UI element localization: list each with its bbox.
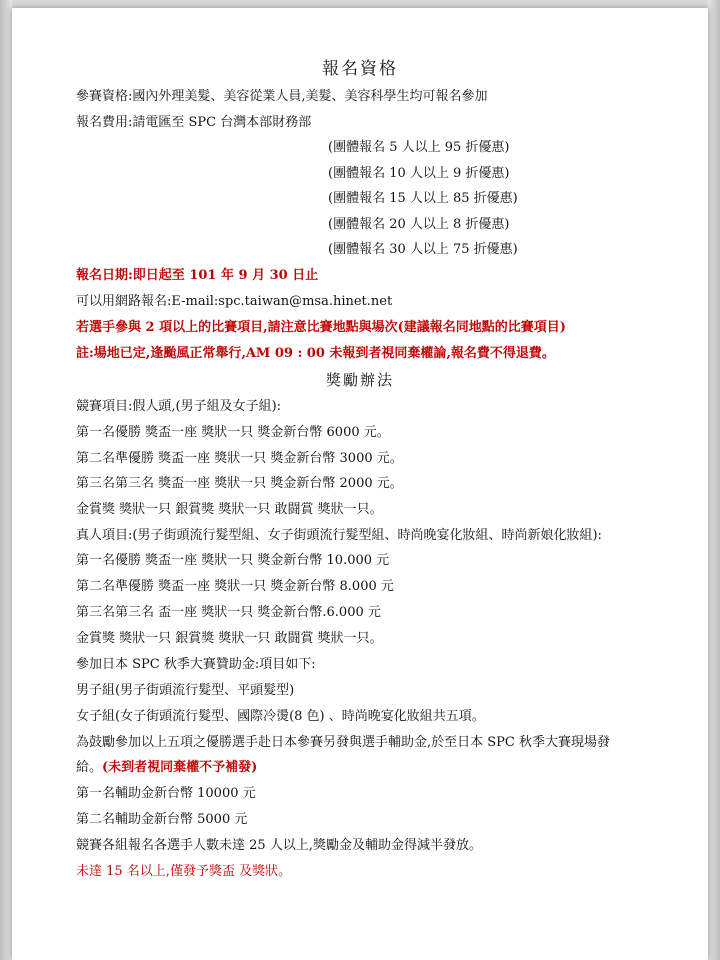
- online-registration-line: 可以用網路報名:E-mail:spc.taiwan@msa.hinet.net: [76, 294, 393, 309]
- deadline-line: 報名日期:即日起至 101 年 9 月 30 日止: [76, 268, 319, 283]
- subsidy-second-line: 第二名輔助金新台幣 5000 元: [76, 812, 248, 827]
- page-shadow-right: [708, 0, 720, 960]
- live-award-line: 第三名第三名 盃一座 獎狀一只 獎金新台幣.6.000 元: [76, 605, 381, 620]
- under-15-line: 未達 15 名以上,僅發予獎盃 及獎狀。: [76, 864, 292, 879]
- japan-encourage-line: 為鼓勵參加以上五項之優勝選手赴日本參賽另發與選手輔助金,於至日本 SPC 秋季大賽現場發: [76, 735, 610, 750]
- discount-line: (團體報名 15 人以上 85 折優惠): [328, 191, 518, 206]
- fee-line: 報名費用:請電匯至 SPC 台灣本部財務部: [76, 115, 312, 130]
- live-award-line: 金賞獎 獎狀一只 銀賞獎 獎狀一只 敢闘賞 獎狀一只。: [76, 631, 383, 646]
- mannequin-award-line: 第三名第三名 獎盃一座 獎狀一只 獎金新台幣 2000 元。: [76, 476, 403, 491]
- subsidy-first-line: 第一名輔助金新台幣 10000 元: [76, 786, 256, 801]
- live-award-line: 第二名準優勝 獎盃一座 獎狀一只 獎金新台幣 8.000 元: [76, 579, 394, 594]
- page-title: 報名資格: [322, 59, 398, 79]
- live-award-line: 第一名優勝 獎盃一座 獎狀一只 獎金新台幣 10.000 元: [76, 553, 390, 568]
- discount-line: (團體報名 30 人以上 75 折優惠): [328, 242, 518, 257]
- japan-encourage-text: 給。: [76, 760, 103, 775]
- mannequin-award-line: 第二名準優勝 獎盃一座 獎狀一只 獎金新台幣 3000 元。: [76, 451, 403, 466]
- halve-rule-line: 競賽各組報名各選手人數未達 25 人以上,獎勵金及輔助金得減半發放。: [76, 838, 482, 853]
- mannequin-award-line: 金賞獎 獎狀一只 銀賞獎 獎狀一只 敢闘賞 獎狀一只。: [76, 502, 383, 517]
- japan-women-line: 女子組(女子街頭流行髮型、國際冷燙(8 色) 、時尚晚宴化妝組共五項。: [76, 709, 485, 724]
- japan-encourage-line-2: [76, 758, 257, 778]
- discount-line: (團體報名 5 人以上 95 折優惠): [328, 140, 510, 155]
- live-heading: 真人項目:(男子街頭流行髮型組、女子街頭流行髮型組、時尚晚宴化妝組、時尚新娘化妝組):: [76, 528, 602, 543]
- document-page: [12, 8, 708, 960]
- japan-heading: 參加日本 SPC 秋季大賽贊助金:項目如下:: [76, 657, 316, 672]
- page-shadow-left: [0, 0, 12, 960]
- notice-multiple-events: 若選手參與 2 項以上的比賽項目,請注意比賽地點與場次(建議報名同地點的比賽項目): [76, 320, 566, 335]
- forfeit-notice: (未到者視同棄權不予補發): [102, 760, 258, 775]
- mannequin-heading: 競賽項目:假人頭,(男子組及女子組):: [76, 399, 282, 414]
- eligibility-line: 參賽資格:國內外理美髮、美容從業人員,美髮、美容科學生均可報名參加: [76, 89, 488, 104]
- awards-title: 獎勵辦法: [325, 371, 394, 389]
- mannequin-award-line: 第一名優勝 獎盃一座 獎狀一只 獎金新台幣 6000 元。: [76, 425, 390, 440]
- notice-typhoon: 註:場地已定,逢颱風正常舉行,AM 09 : 00 未報到者視同棄權論,報名費不得退費。: [76, 346, 555, 361]
- discount-line: (團體報名 20 人以上 8 折優惠): [328, 217, 510, 232]
- japan-men-line: 男子組(男子街頭流行髮型、平頭髮型): [76, 683, 295, 698]
- discount-line: (團體報名 10 人以上 9 折優惠): [328, 166, 510, 181]
